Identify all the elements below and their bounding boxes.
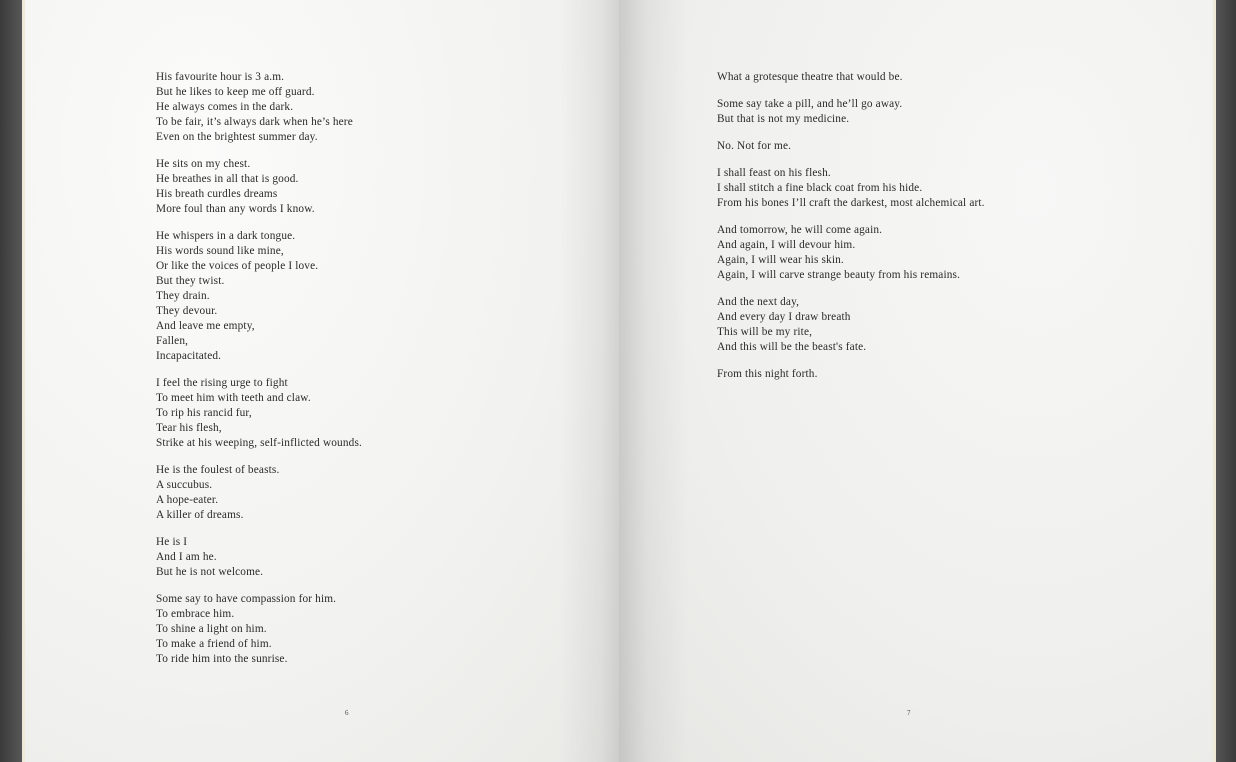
poem-line: They devour. — [156, 305, 218, 317]
stanza — [156, 229, 362, 364]
poem-line: To make a friend of him. — [156, 638, 272, 650]
stanza — [156, 157, 362, 217]
poem-line: But he likes to keep me off guard. — [156, 86, 315, 98]
poem-line: And tomorrow, he will come again. — [717, 224, 883, 236]
poem-line: And leave me empty, — [156, 320, 255, 332]
poem-line: Or like the voices of people I love. — [156, 260, 319, 272]
poem-line: A hope-eater. — [156, 494, 219, 506]
stanza — [156, 535, 362, 580]
stanza — [717, 97, 985, 127]
poem-line: I shall stitch a fine black coat from his hide. — [717, 182, 923, 194]
poem-line: To rip his rancid fur, — [156, 407, 252, 419]
poem-line: His breath curdles dreams — [156, 188, 278, 200]
poem-line: To shine a light on him. — [156, 623, 267, 635]
poem-line: This will be my rite, — [717, 326, 813, 338]
stanza — [717, 367, 985, 382]
poem-line: Again, I will carve strange beauty from his remains. — [717, 269, 961, 281]
left-page-number: 6 — [345, 709, 349, 717]
poem-line: Some say to have compassion for him. — [156, 593, 337, 605]
stanza — [156, 70, 362, 145]
poem-line: He is I — [156, 536, 188, 548]
poem-line: From his bones I’ll craft the darkest, most alchemical art. — [717, 197, 985, 209]
poem-line: Even on the brightest summer day. — [156, 131, 318, 143]
poem-line: And every day I draw breath — [717, 311, 851, 323]
poem-line: He sits on my chest. — [156, 158, 251, 170]
poem-line: But he is not welcome. — [156, 566, 264, 578]
poem-line: Strike at his weeping, self-inflicted wounds. — [156, 437, 362, 449]
left-page — [25, 0, 619, 762]
stanza — [717, 139, 985, 154]
poem-line: What a grotesque theatre that would be. — [717, 71, 903, 83]
poem-line: His words sound like mine, — [156, 245, 284, 257]
poem-line: A succubus. — [156, 479, 213, 491]
poem-line: And the next day, — [717, 296, 800, 308]
poem-line: To ride him into the sunrise. — [156, 653, 288, 665]
poem-line: He breathes in all that is good. — [156, 173, 299, 185]
poem-line: They drain. — [156, 290, 210, 302]
poem-line: I feel the rising urge to fight — [156, 377, 288, 389]
stanza — [717, 295, 985, 355]
poem-line: A killer of dreams. — [156, 509, 244, 521]
poem-line: And this will be the beast's fate. — [717, 341, 867, 353]
stanza — [156, 463, 362, 523]
stanza — [156, 592, 362, 667]
poem-line: To meet him with teeth and claw. — [156, 392, 311, 404]
poem-line: From this night forth. — [717, 368, 818, 380]
poem-line: To embrace him. — [156, 608, 235, 620]
right-poem-text — [717, 70, 985, 394]
stanza — [156, 376, 362, 451]
stanza — [717, 223, 985, 283]
book-spread — [22, 0, 1216, 762]
right-page — [619, 0, 1213, 762]
poem-line: Incapacitated. — [156, 350, 222, 362]
left-poem-text — [156, 70, 362, 679]
poem-line: Some say take a pill, and he’ll go away. — [717, 98, 903, 110]
stanza — [717, 70, 985, 85]
poem-line: He always comes in the dark. — [156, 101, 294, 113]
poem-line: To be fair, it’s always dark when he’s here — [156, 116, 353, 128]
poem-line: I shall feast on his flesh. — [717, 167, 831, 179]
poem-line: Fallen, — [156, 335, 189, 347]
poem-line: His favourite hour is 3 a.m. — [156, 71, 285, 83]
stanza — [717, 166, 985, 211]
poem-line: No. Not for me. — [717, 140, 792, 152]
poem-line: And I am he. — [156, 551, 217, 563]
poem-line: But that is not my medicine. — [717, 113, 850, 125]
poem-line: But they twist. — [156, 275, 225, 287]
poem-line: And again, I will devour him. — [717, 239, 856, 251]
poem-line: More foul than any words I know. — [156, 203, 315, 215]
right-page-number: 7 — [907, 709, 911, 717]
poem-line: He whispers in a dark tongue. — [156, 230, 296, 242]
poem-line: He is the foulest of beasts. — [156, 464, 280, 476]
poem-line: Again, I will wear his skin. — [717, 254, 844, 266]
poem-line: Tear his flesh, — [156, 422, 222, 434]
